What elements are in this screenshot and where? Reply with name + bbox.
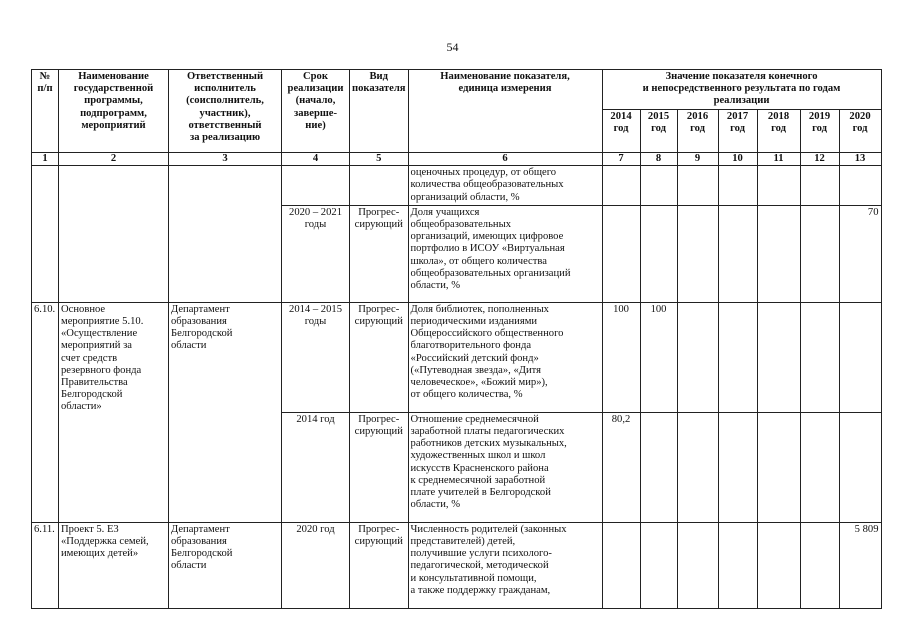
row-indicator-cell: Численность родителей (законных представителей) детей, получившие услуги психолого- педагогической, методической и консультативной помощи, а также поддержку гражданам, <box>408 522 602 608</box>
row-term-cell <box>282 166 350 206</box>
header-term: Срок реализации (начало, заверше- ние) <box>282 70 350 153</box>
value-2016 <box>677 166 718 206</box>
table-row <box>32 166 882 206</box>
col-number: 10 <box>718 153 757 166</box>
value-2017 <box>718 522 757 608</box>
value-2015: 100 <box>640 302 677 412</box>
value-2020: 5 809 <box>839 522 881 608</box>
value-2020 <box>839 412 881 522</box>
value-2018 <box>757 166 800 206</box>
value-2020 <box>839 302 881 412</box>
header-year-2020: 2020 год <box>839 109 881 152</box>
header-year-2016: 2016 год <box>677 109 718 152</box>
value-2018 <box>757 412 800 522</box>
row-kind-cell <box>350 166 409 206</box>
row-name-cell: Проект 5. Е3 «Поддержка семей, имеющих детей» <box>59 522 169 608</box>
row-name-cell <box>59 166 169 303</box>
value-2019 <box>800 412 839 522</box>
header-year-2015: 2015 год <box>640 109 677 152</box>
header-indicator-name: Наименование показателя, единица измерения <box>408 70 602 153</box>
row-indicator-cell: оценочных процедур, от общего количества общеобразовательных организаций области, % <box>408 166 602 206</box>
row-kind-cell: Прогрес- сирующий <box>350 412 409 522</box>
header-row-1 <box>32 70 882 110</box>
header-year-2019: 2019 год <box>800 109 839 152</box>
row-term-cell: 2014 год <box>282 412 350 522</box>
page-number: 54 <box>446 40 459 54</box>
value-2015 <box>640 205 677 302</box>
header-program-name: Наименование государственной программы, подпрограмм, мероприятий <box>59 70 169 153</box>
col-number: 11 <box>757 153 800 166</box>
value-2018 <box>757 205 800 302</box>
row-kind-cell: Прогрес- сирующий <box>350 205 409 302</box>
col-number: 5 <box>350 153 409 166</box>
value-2014: 100 <box>602 302 640 412</box>
value-2017 <box>718 205 757 302</box>
value-2015 <box>640 166 677 206</box>
value-2019 <box>800 302 839 412</box>
row-executor-cell: Департамент образования Белгородской области <box>169 302 282 522</box>
value-2019 <box>800 205 839 302</box>
row-no-cell: 6.11. <box>32 522 59 608</box>
value-2018 <box>757 302 800 412</box>
header-indicator-kind: Вид показателя <box>350 70 409 153</box>
value-2017 <box>718 412 757 522</box>
value-2016 <box>677 412 718 522</box>
row-kind-cell: Прогрес- сирующий <box>350 302 409 412</box>
col-number: 3 <box>169 153 282 166</box>
value-2017 <box>718 166 757 206</box>
value-2014 <box>602 166 640 206</box>
col-number: 2 <box>59 153 169 166</box>
row-indicator-cell: Доля учащихся общеобразовательных организаций, имеющих цифровое портфолио в ИСОУ «Виртуальная школа», от общего количества общеобразовательных организаций области, % <box>408 205 602 302</box>
row-name-cell: Основное мероприятие 5.10. «Осуществление мероприятий за счет средств резервного фонда Правительства Белгородской области» <box>59 302 169 522</box>
value-2019 <box>800 166 839 206</box>
row-executor-cell: Департамент образования Белгородской области <box>169 522 282 608</box>
value-2015 <box>640 522 677 608</box>
value-2014 <box>602 522 640 608</box>
row-no-cell: 6.10. <box>32 302 59 522</box>
header-no: № п/п <box>32 70 59 153</box>
value-2017 <box>718 302 757 412</box>
row-no-cell <box>32 166 59 303</box>
value-2019 <box>800 522 839 608</box>
value-2020 <box>839 166 881 206</box>
value-2014 <box>602 205 640 302</box>
table-row <box>32 302 882 412</box>
value-2016 <box>677 302 718 412</box>
header-year-2018: 2018 год <box>757 109 800 152</box>
indicator-table <box>31 69 882 609</box>
row-term-cell: 2020 – 2021 годы <box>282 205 350 302</box>
col-number: 13 <box>839 153 881 166</box>
row-executor-cell <box>169 166 282 303</box>
row-indicator-cell: Доля библиотек, пополненных периодическими изданиями Общероссийского общественного благотворительного фонда «Российский детский фонд» («Путеводная звезда», «Дитя человеческое», «Божий мир»), от общего количества, % <box>408 302 602 412</box>
row-kind-cell: Прогрес- сирующий <box>350 522 409 608</box>
col-number: 12 <box>800 153 839 166</box>
value-2016 <box>677 205 718 302</box>
col-number: 1 <box>32 153 59 166</box>
value-2020: 70 <box>839 205 881 302</box>
value-2014: 80,2 <box>602 412 640 522</box>
header-executor: Ответственный исполнитель (соисполнитель, участник), ответственный за реализацию <box>169 70 282 153</box>
col-number: 4 <box>282 153 350 166</box>
col-number: 7 <box>602 153 640 166</box>
table-row <box>32 522 882 608</box>
row-term-cell: 2020 год <box>282 522 350 608</box>
column-number-row <box>32 153 882 166</box>
value-2018 <box>757 522 800 608</box>
value-2015 <box>640 412 677 522</box>
header-year-2017: 2017 год <box>718 109 757 152</box>
col-number: 8 <box>640 153 677 166</box>
col-number: 6 <box>408 153 602 166</box>
header-year-2014: 2014 год <box>602 109 640 152</box>
row-term-cell: 2014 – 2015 годы <box>282 302 350 412</box>
row-indicator-cell: Отношение среднемесячной заработной платы педагогических работников детских музыкальных, художественных школ и школ искусств Красненского района к среднемесячной заработной плате учителей в Белгородской области, % <box>408 412 602 522</box>
header-values-group: Значение показателя конечного и непосредственного результата по годам реализации <box>602 70 881 110</box>
value-2016 <box>677 522 718 608</box>
col-number: 9 <box>677 153 718 166</box>
